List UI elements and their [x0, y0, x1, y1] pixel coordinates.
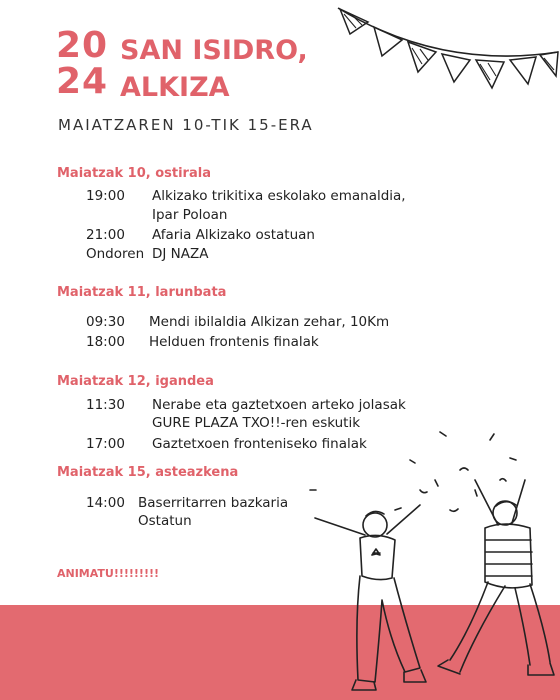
event-time: 14:00	[86, 495, 125, 511]
event-time: 09:30	[86, 314, 125, 330]
event-year	[56, 25, 109, 102]
event-description-cont: GURE PLAZA TXO!!-ren eskutik	[152, 415, 361, 431]
event-description-cont: Ipar Poloan	[152, 207, 228, 223]
event-description: Nerabe eta gaztetxoen arteko jolasak	[152, 397, 406, 413]
event-row	[86, 313, 486, 331]
bunting-flags-illustration	[330, 0, 560, 110]
event-row	[86, 187, 486, 223]
event-description: Alkizako trikitixa eskolako emanaldia,	[152, 188, 406, 204]
event-time: 18:00	[86, 334, 125, 350]
event-time: 17:00	[86, 436, 125, 452]
year-top: 20	[56, 25, 109, 66]
year-bottom: 24	[56, 61, 109, 102]
day-heading: Maiatzak 10, ostirala	[57, 166, 211, 181]
event-time: Ondoren	[86, 246, 145, 262]
event-description: Afaria Alkizako ostatuan	[152, 227, 315, 243]
day-heading: Maiatzak 15, asteazkena	[57, 465, 239, 480]
event-row	[86, 245, 486, 263]
event-description: Mendi ibilaldia Alkizan zehar, 10Km	[149, 314, 390, 330]
event-time: 19:00	[86, 188, 125, 204]
title-line-2: ALKIZA	[120, 72, 230, 103]
event-description-cont: Ostatun	[138, 513, 192, 529]
event-time: 11:30	[86, 397, 125, 413]
event-time: 21:00	[86, 227, 125, 243]
dancing-people-illustration	[300, 410, 560, 700]
event-row	[86, 226, 486, 244]
event-description: Helduen frontenis finalak	[149, 334, 319, 350]
event-description: Baserritarren bazkaria	[138, 495, 289, 511]
day-heading: Maiatzak 11, larunbata	[57, 285, 227, 300]
event-title	[120, 32, 308, 106]
title-line-1: SAN ISIDRO,	[120, 35, 308, 66]
event-description: DJ NAZA	[152, 246, 209, 262]
event-description: Gaztetxoen fronteniseko finalak	[152, 436, 367, 452]
cheer-text: ANIMATU!!!!!!!!!	[57, 567, 160, 580]
day-heading: Maiatzak 12, igandea	[57, 374, 214, 389]
event-row	[86, 333, 486, 351]
date-range: MAIATZAREN 10-TIK 15-ERA	[58, 116, 314, 134]
